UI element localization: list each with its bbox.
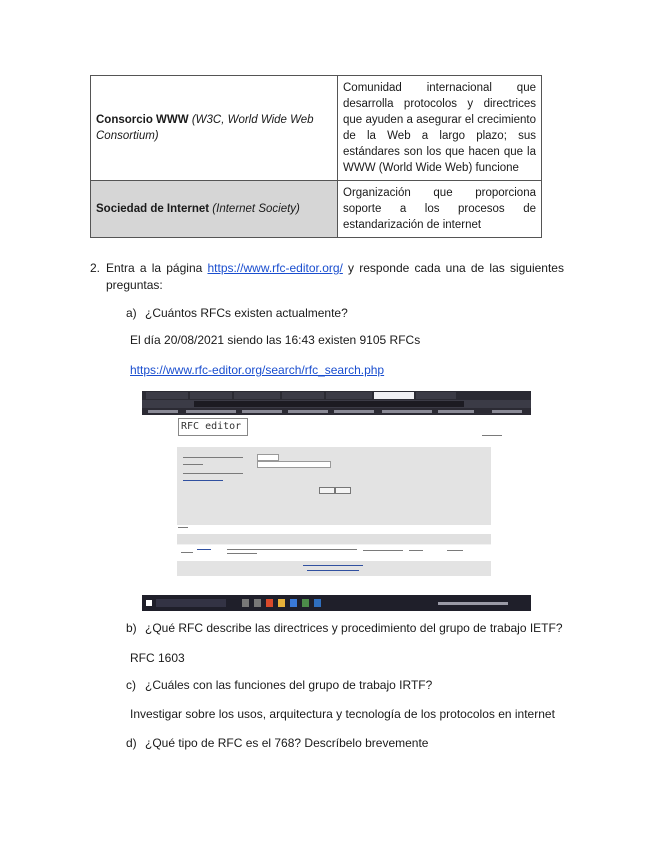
rfc-editor-logo: RFC editor — [178, 418, 248, 436]
question-label: c) — [126, 678, 136, 692]
term-name: Consorcio WWW — [96, 114, 189, 126]
taskbar-app-icon — [302, 599, 309, 607]
browser-address-bar — [142, 400, 531, 408]
results-header — [177, 534, 491, 544]
term-cell — [91, 181, 338, 238]
browser-tab-bar — [142, 391, 531, 400]
answer-text: El día 20/08/2021 siendo las 16:43 existen 9105 RFCs — [130, 333, 421, 347]
question-text: ¿Cuántos RFCs existen actualmente? — [145, 306, 348, 320]
taskbar-app-icon — [314, 599, 321, 607]
term-name: Sociedad de Internet — [96, 203, 210, 215]
answer-text: RFC 1603 — [130, 651, 185, 665]
question-text: ¿Qué tipo de RFC es el 768? Descríbelo brevemente — [145, 736, 429, 750]
table-row — [91, 181, 542, 238]
rfc-editor-link[interactable]: https://www.rfc-editor.org/ — [207, 261, 343, 275]
browser-tab — [234, 392, 280, 399]
taskbar-app-icon — [278, 599, 285, 607]
browser-tab — [146, 392, 188, 399]
browser-tab — [416, 392, 456, 399]
taskbar-app-icon — [242, 599, 249, 607]
list-number: 2. — [90, 261, 101, 275]
web-page — [142, 415, 531, 595]
header-text — [482, 435, 502, 436]
table-row — [91, 76, 542, 181]
item-text-after: y responde cada una de las siguientes preguntas: — [106, 261, 564, 292]
answer-text: Investigar sobre los usos, arquitectura y tecnología de los protocolos en internet — [130, 707, 555, 721]
url-field — [194, 401, 464, 407]
item-text-before: Entra a la página — [106, 261, 208, 275]
question-label: a) — [126, 306, 137, 320]
search-button — [319, 487, 335, 494]
question-text: ¿Cuáles con las funciones del grupo de trabajo IRTF? — [145, 678, 433, 692]
list-item-text — [106, 260, 564, 294]
taskbar-search-box — [156, 599, 226, 607]
embedded-screenshot — [142, 391, 531, 611]
term-cell — [91, 76, 338, 181]
windows-taskbar — [142, 595, 531, 611]
rfc-search-link[interactable]: https://www.rfc-editor.org/search/rfc_search.php — [130, 363, 385, 377]
title-keyword-input — [257, 461, 331, 468]
page-footer — [177, 561, 491, 576]
description-cell: Comunidad internacional que desarrolla protocolos y directrices que ayuden a asegurar el crecimiento de la Web a largo plazo; sus estándares son los que hacen que la WWW (World Wide Web) funcione — [338, 76, 542, 181]
taskbar-app-icon — [266, 599, 273, 607]
term-full-name: (Internet Society) — [209, 203, 300, 215]
question-label: d) — [126, 736, 137, 750]
windows-start-icon — [146, 600, 152, 606]
browser-tab — [282, 392, 324, 399]
question-label: b) — [126, 621, 137, 635]
clear-button — [335, 487, 351, 494]
browser-tab — [326, 392, 372, 399]
taskbar-app-icon — [290, 599, 297, 607]
rfc-number-input — [257, 454, 279, 461]
description-cell: Organización que proporciona soporte a los procesos de estandarización de internet — [338, 181, 542, 238]
definitions-table — [90, 75, 542, 238]
browser-tab — [190, 392, 232, 399]
browser-tab-active — [374, 392, 414, 399]
results-row — [177, 545, 491, 561]
bookmarks-bar — [142, 408, 531, 415]
taskbar-app-icon — [254, 599, 261, 607]
question-text: ¿Qué RFC describe las directrices y procedimiento del grupo de trabajo IETF? — [145, 621, 563, 635]
term-full-name: (W3C, World Wide Web Consortium) — [96, 114, 314, 142]
system-tray — [438, 602, 508, 605]
search-form — [177, 447, 491, 525]
